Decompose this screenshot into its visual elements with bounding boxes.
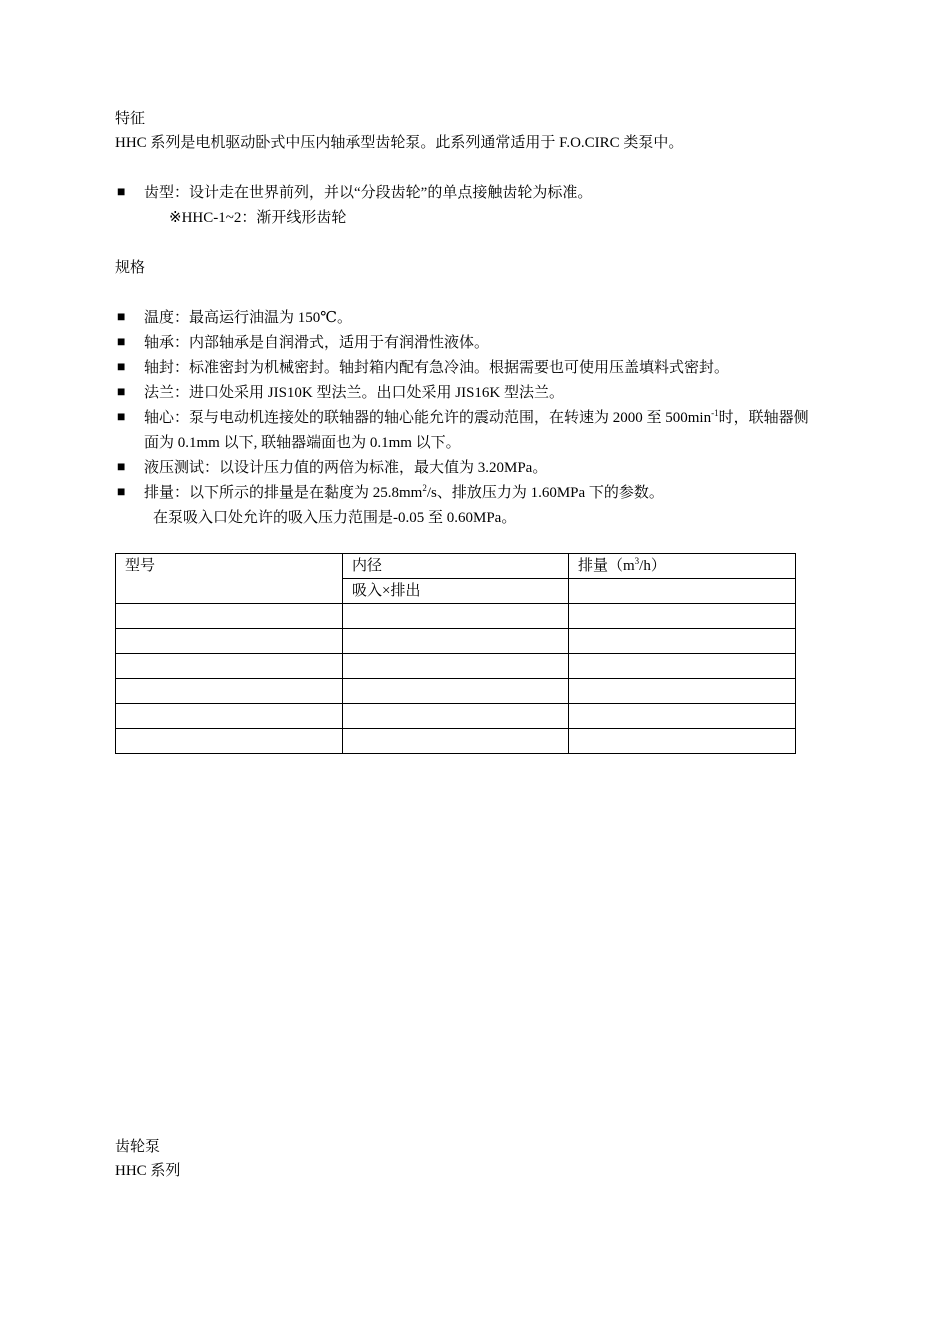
- gear-type-note: ※HHC-1~2：渐开线形齿轮: [169, 210, 347, 226]
- footer-series: HHC 系列: [115, 1163, 181, 1179]
- specs-heading: 规格: [115, 260, 146, 276]
- table-cell: [343, 604, 569, 629]
- spec-flange: 法兰：进口处采用 JIS10K 型法兰。出口处采用 JIS16K 型法兰。: [144, 385, 565, 401]
- spec-suction-pressure: 在泵吸入口处允许的吸入压力范围是-0.05 至 0.60MPa。: [153, 510, 517, 526]
- table-cell: [569, 679, 796, 704]
- table-header-flow-text-end: /h）: [639, 558, 666, 574]
- bullet-icon: ■: [117, 360, 126, 375]
- spec-shaft-superscript: -1: [711, 408, 719, 418]
- spec-temperature: 温度：最高运行油温为 150℃。: [144, 310, 353, 326]
- features-intro: HHC 系列是电机驱动卧式中压内轴承型齿轮泵。此系列通常适用于 F.O.CIRC 类泵中。: [115, 135, 684, 151]
- table-cell: [116, 604, 343, 629]
- spec-bearing: 轴承：内部轴承是自润滑式，适用于有润滑性液体。: [144, 335, 490, 351]
- table-header-flow-superscript: 3: [634, 556, 640, 566]
- table-cell: [116, 629, 343, 654]
- bullet-icon: ■: [117, 385, 126, 400]
- spec-displacement-text: 排量：以下所示的排量是在黏度为 25.8mm: [144, 485, 423, 501]
- table-cell: [343, 629, 569, 654]
- spec-displacement-text-end: /s、排放压力为 1.60MPa 下的参数。: [426, 485, 664, 501]
- table-cell: [343, 704, 569, 729]
- table-header-diameter: 内径: [343, 554, 569, 579]
- bullet-icon: ■: [117, 410, 126, 425]
- table-cell: [343, 679, 569, 704]
- table-cell: [116, 654, 343, 679]
- table-cell: [569, 579, 796, 604]
- bullet-icon: ■: [117, 335, 126, 350]
- spec-displacement-superscript: 2: [422, 483, 427, 493]
- gear-type-item: 齿型：设计走在世界前列，并以“分段齿轮”的单点接触齿轮为标准。: [144, 185, 593, 201]
- table-cell: [116, 729, 343, 754]
- table-row: [116, 704, 796, 729]
- table-cell: [569, 604, 796, 629]
- table-row: [116, 729, 796, 754]
- spec-displacement: [144, 483, 664, 503]
- spec-seal: 轴封：标准密封为机械密封。轴封箱内配有急冷油。根据需要也可使用压盖填料式密封。: [144, 360, 730, 376]
- bullet-icon: ■: [117, 185, 126, 200]
- table-header-flow-text: 排量（m: [578, 558, 635, 574]
- spec-shaft-line2: 面为 0.1mm 以下, 联轴器端面也为 0.1mm 以下。: [144, 435, 461, 451]
- table-cell: [116, 704, 343, 729]
- spec-table: [115, 553, 796, 754]
- spec-hydro-test: 液压测试：以设计压力值的两倍为标准，最大值为 3.20MPa。: [144, 460, 548, 476]
- table-row: [116, 654, 796, 679]
- spec-shaft: [144, 408, 809, 428]
- table-header-diameter-sub: 吸入×排出: [343, 579, 569, 604]
- table-cell: [343, 654, 569, 679]
- features-heading: 特征: [115, 111, 146, 127]
- table-cell: [343, 729, 569, 754]
- table-row: [116, 554, 796, 579]
- table-cell: [116, 679, 343, 704]
- spec-shaft-text-end: 时，联轴器侧: [718, 410, 809, 426]
- table-header-flow: [569, 554, 796, 579]
- table-header-model: 型号: [116, 554, 343, 604]
- footer-title: 齿轮泵: [115, 1139, 161, 1155]
- table-cell: [569, 629, 796, 654]
- bullet-icon: ■: [117, 460, 126, 475]
- table-row: [116, 679, 796, 704]
- spec-shaft-text: 轴心：泵与电动机连接处的联轴器的轴心能允许的震动范围，在转速为 2000 至 500min: [144, 410, 712, 426]
- table-cell: [569, 654, 796, 679]
- bullet-icon: ■: [117, 310, 126, 325]
- table-cell: [569, 729, 796, 754]
- bullet-icon: ■: [117, 485, 126, 500]
- table-cell: [569, 704, 796, 729]
- table-row: [116, 629, 796, 654]
- table-row: [116, 604, 796, 629]
